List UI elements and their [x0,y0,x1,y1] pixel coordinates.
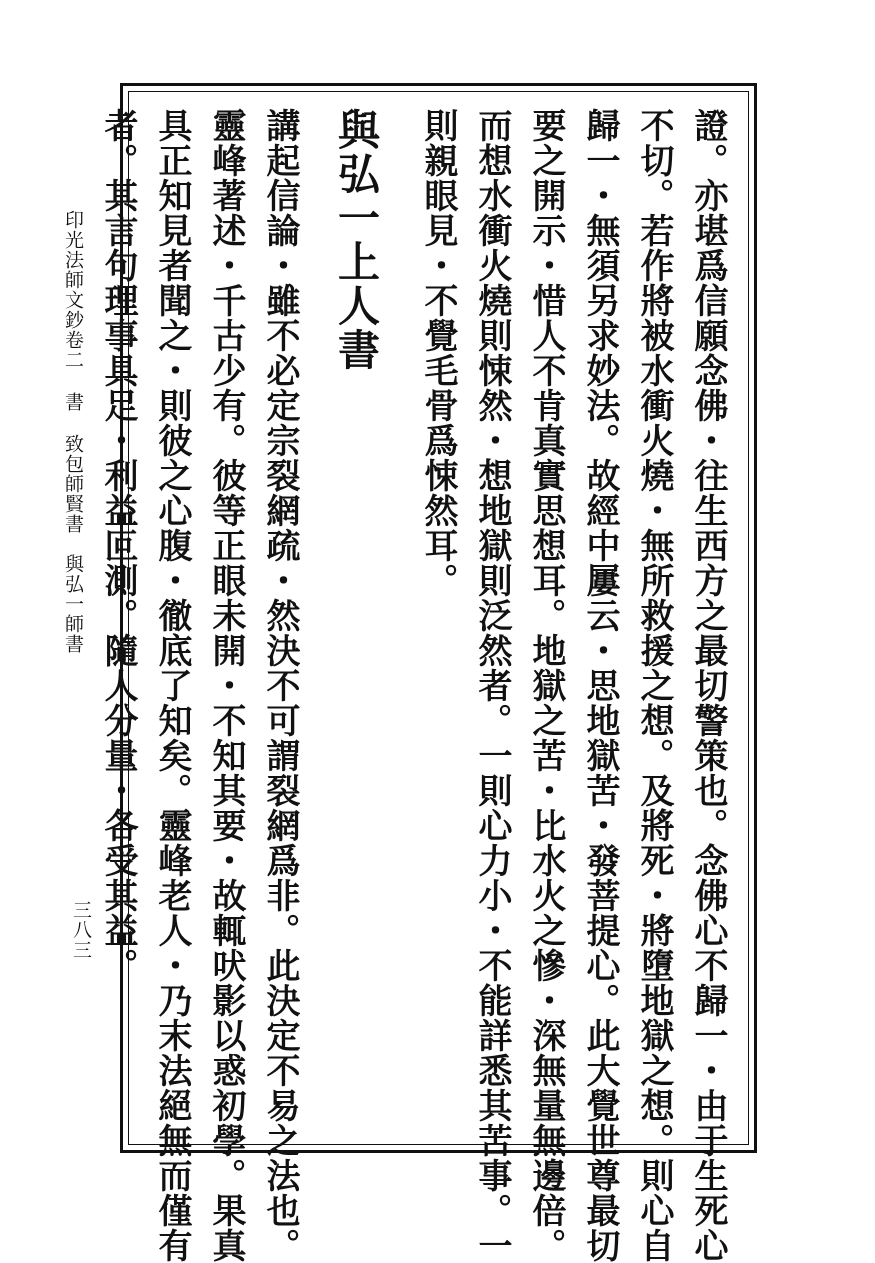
main-text [91,108,735,1263]
text-line: 靈峰著述・千古少有。彼等正眼未開・不知其要・故輒吠影以惑初學。果真 [206,108,246,1263]
text-line: 歸一・無須另求妙法。故經中屢云・思地獄苦・發菩提心。此大覺世尊最切 [580,108,620,1263]
text-line: 不切。若作將被水衝火燒・無所救援之想。及將死・將墮地獄之想。則心自 [634,108,674,1263]
header-section: 書 [62,392,84,412]
text-line: 具正知見者聞之・則彼之心腹・徹底了知矣。靈峰老人・乃末法絕無而僅有 [152,108,192,1263]
page-number: 三八三 [70,900,92,960]
running-header [60,210,86,654]
text-line: 者。其言句理事具足・利益叵測。隨人分量・各受其益。 [98,108,138,983]
header-letters: 致包師賢書 與弘一師書 [62,434,84,654]
text-line: 講起信論・雖不必定宗裂網疏・然決不可謂裂網爲非。此決定不易之法也。 [260,108,300,1263]
text-line: 則親眼見・不覺毛骨爲悚然耳。 [418,108,458,598]
text-line: 要之開示・惜人不肯真實思想耳。地獄之苦・比水火之慘・深無量無邊倍。 [526,108,566,1263]
header-book: 印光法師文鈔卷二 [62,210,84,370]
text-line: 證。亦堪爲信願念佛・往生西方之最切警策也。念佛心不歸一・由于生死心 [688,108,728,1263]
letter-title: 與弘一上人書 [332,108,381,372]
text-line: 而想水衝火燒則悚然・想地獄則泛然者。一則心力小・不能詳悉其苦事。一 [472,108,512,1263]
